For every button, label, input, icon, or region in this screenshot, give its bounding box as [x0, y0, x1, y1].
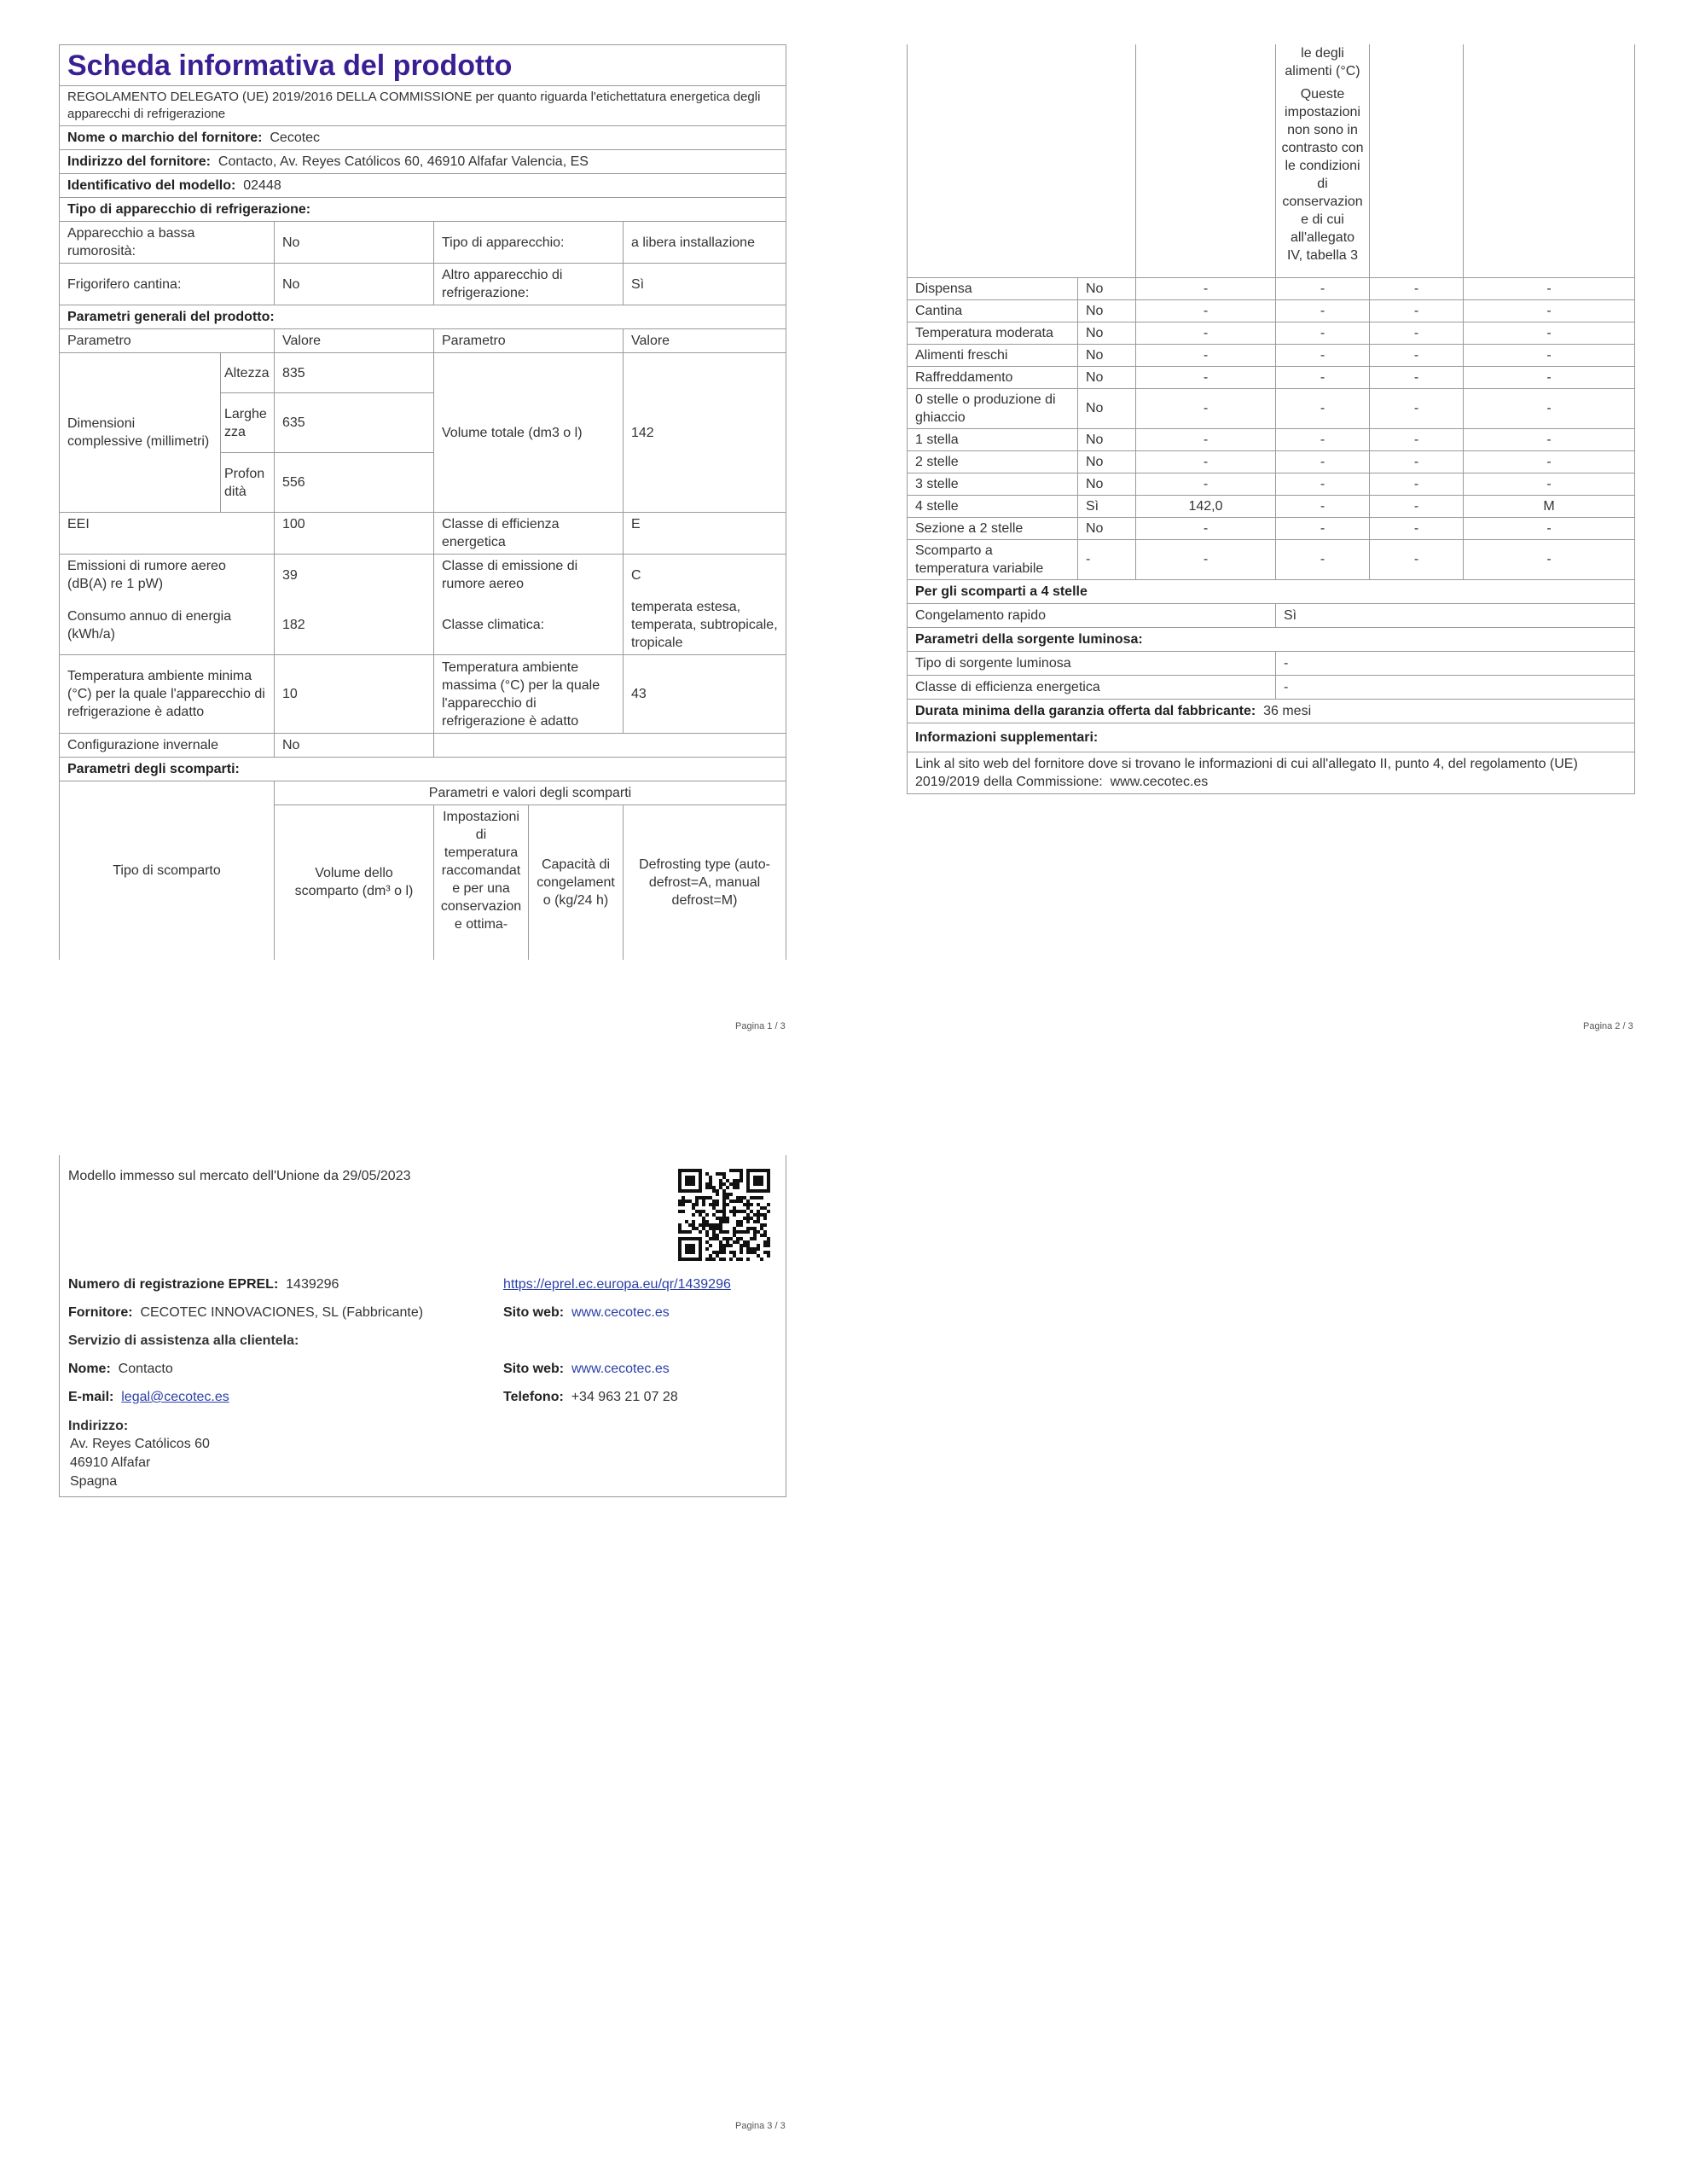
volume-value: 142 [624, 353, 786, 513]
eprel-label: Numero di registrazione EPREL: [68, 1277, 279, 1292]
compartment-temp: - [1276, 517, 1370, 539]
appliance-type-label: Tipo di apparecchio: [434, 222, 624, 264]
four-star-heading: Per gli scomparti a 4 stelle [908, 579, 1635, 603]
supplier-row [68, 1304, 423, 1321]
light-class-value: - [1276, 675, 1635, 699]
comp-values-header: Parametri e valori degli scomparti [275, 781, 786, 805]
address-label: Indirizzo: [68, 1419, 129, 1433]
temp-header-cont [1276, 44, 1370, 277]
width-value: 635 [275, 393, 434, 453]
page-1 [59, 44, 786, 960]
compartment-freeze: - [1370, 517, 1464, 539]
website2-row [503, 1360, 670, 1378]
extra-text: Link al sito web del fornitore dove si trovano le informazioni di cui all'allegato II, punto 4, del regolamento (UE) 2019/2019 della Commissione: [915, 756, 1578, 789]
compartment-volume: - [1136, 277, 1276, 299]
compartment-name: Raffreddamento [908, 366, 1078, 388]
phone-row [503, 1388, 678, 1406]
compartment-defrost: - [1464, 517, 1635, 539]
climate-value: temperata estesa, temperata, subtropicale, tropicale [624, 595, 786, 655]
compartment-present: No [1078, 299, 1136, 322]
eprel-link-row [503, 1275, 731, 1293]
cont-blank-4 [1464, 44, 1635, 277]
fast-freeze-value: Sì [1276, 603, 1635, 627]
email-row [68, 1388, 229, 1406]
eprel-link[interactable]: https://eprel.ec.europa.eu/qr/1439296 [503, 1277, 731, 1292]
appliance-type-value: a libera installazione [624, 222, 786, 264]
page-number-3: Pagina 3 / 3 [735, 2121, 786, 2131]
page-3 [59, 1155, 786, 1497]
eprel-info-box [59, 1155, 786, 1497]
compartment-freeze: - [1370, 277, 1464, 299]
compartment-defrost: - [1464, 388, 1635, 428]
compartment-present: Sì [1078, 495, 1136, 517]
comp-temp-header: Impostazioni di temperatura raccomandate per una conservazione ottima- [434, 805, 529, 960]
qr-code-icon [678, 1169, 770, 1261]
supplier-address-label: Indirizzo del fornitore: [67, 154, 211, 169]
extra-url: www.cecotec.es [1110, 774, 1209, 789]
compartment-volume: - [1136, 450, 1276, 473]
compartment-temp: - [1276, 495, 1370, 517]
compartment-temp: - [1276, 366, 1370, 388]
wine-label: Frigorifero cantina: [60, 264, 275, 305]
compartment-freeze: - [1370, 495, 1464, 517]
compartment-temp: - [1276, 450, 1370, 473]
compartment-volume: - [1136, 344, 1276, 366]
page-title: Scheda informativa del prodotto [60, 45, 786, 86]
address-line-3: Spagna [70, 1474, 118, 1489]
cont-blank-2 [1136, 44, 1276, 277]
height-value: 835 [275, 353, 434, 393]
page-number-1: Pagina 1 / 3 [735, 1021, 786, 1031]
eprel-value: 1439296 [286, 1277, 339, 1292]
tmin-value: 10 [275, 655, 434, 734]
compartment-row [908, 495, 1635, 517]
compartment-freeze: - [1370, 388, 1464, 428]
regulation-text: REGOLAMENTO DELEGATO (UE) 2019/2016 DELLA COMMISSIONE per quanto riguarda l'etichettatura energetica degli apparecchi di refrigerazione [60, 86, 786, 126]
compartment-defrost: - [1464, 428, 1635, 450]
supplier-name-row [60, 126, 786, 150]
compartment-temp: - [1276, 539, 1370, 579]
compartment-volume: - [1136, 388, 1276, 428]
supplier-address-value: Contacto, Av. Reyes Católicos 60, 46910 Alfafar Valencia, ES [218, 154, 589, 169]
tmax-label: Temperatura ambiente massima (°C) per la quale l'apparecchio di refrigerazione è adatto [434, 655, 624, 734]
extra-heading: Informazioni supplementari: [908, 723, 1635, 752]
volume-label: Volume totale (dm3 o l) [434, 353, 624, 513]
extra-row [908, 752, 1635, 793]
general-params-heading: Parametri generali del prodotto: [60, 305, 786, 329]
height-label: Altezza [221, 353, 275, 393]
tmin-label: Temperatura ambiente minima (°C) per la quale l'apparecchio di refrigerazione è adatto [60, 655, 275, 734]
depth-label: Profondità [221, 453, 275, 513]
compartment-rows [908, 277, 1635, 579]
address-line-2: 46910 Alfafar [70, 1455, 151, 1470]
phone-value: +34 963 21 07 28 [571, 1390, 678, 1404]
compartment-volume: - [1136, 428, 1276, 450]
address-line-1: Av. Reyes Católicos 60 [70, 1437, 210, 1451]
compartment-defrost: - [1464, 366, 1635, 388]
compartment-row [908, 277, 1635, 299]
compartment-temp: - [1276, 428, 1370, 450]
compartment-row [908, 388, 1635, 428]
compartment-present: No [1078, 517, 1136, 539]
compartment-freeze: - [1370, 366, 1464, 388]
temp-header-cont-text: le degli alimenti (°C) [1285, 46, 1360, 78]
website-label: Sito web: [503, 1305, 565, 1320]
compartment-name: Sezione a 2 stelle [908, 517, 1078, 539]
compartment-defrost: - [1464, 473, 1635, 495]
energy-label: Consumo annuo di energia (kWh/a) [60, 595, 275, 655]
contact-name-value: Contacto [118, 1362, 173, 1376]
compartment-name: Cantina [908, 299, 1078, 322]
supplier-name-value: Cecotec [270, 131, 321, 145]
compartments-table [907, 44, 1635, 794]
energy-value: 182 [275, 595, 434, 655]
compartment-freeze: - [1370, 344, 1464, 366]
compartment-defrost: - [1464, 450, 1635, 473]
compartment-present: No [1078, 277, 1136, 299]
supplier-name-label: Nome o marchio del fornitore: [67, 131, 263, 145]
page-number-2: Pagina 2 / 3 [1583, 1021, 1633, 1031]
compartment-row [908, 428, 1635, 450]
compartment-present: No [1078, 344, 1136, 366]
compartment-name: 0 stelle o produzione di ghiaccio [908, 388, 1078, 428]
warranty-label: Durata minima della garanzia offerta dal fabbricante: [915, 703, 1256, 718]
compartment-freeze: - [1370, 450, 1464, 473]
compartment-freeze: - [1370, 322, 1464, 344]
product-info-table [59, 44, 786, 960]
contact-name-row [68, 1360, 173, 1378]
model-id-label: Identificativo del modello: [67, 178, 236, 193]
wine-value: No [275, 264, 434, 305]
compartment-freeze: - [1370, 428, 1464, 450]
light-type-value: - [1276, 651, 1635, 675]
contact-name-label: Nome: [68, 1362, 111, 1376]
service-heading: Servizio di assistenza alla clientela: [68, 1333, 299, 1348]
compartment-temp: - [1276, 473, 1370, 495]
compartment-present: No [1078, 428, 1136, 450]
compartment-defrost: - [1464, 322, 1635, 344]
phone-label: Telefono: [503, 1390, 564, 1404]
col-param-header-2: Parametro [434, 329, 624, 353]
col-param-header: Parametro [60, 329, 275, 353]
compartment-row [908, 517, 1635, 539]
compartment-freeze: - [1370, 539, 1464, 579]
compartment-volume: - [1136, 539, 1276, 579]
fast-freeze-label: Congelamento rapido [908, 603, 1276, 627]
page-2 [907, 44, 1634, 794]
light-class-label: Classe di efficienza energetica [908, 675, 1276, 699]
website2-label: Sito web: [503, 1362, 565, 1376]
eei-label: EEI [60, 513, 275, 555]
compartment-name: 4 stelle [908, 495, 1078, 517]
compartment-name: Temperatura moderata [908, 322, 1078, 344]
col-value-header: Valore [275, 329, 434, 353]
compartment-temp: - [1276, 277, 1370, 299]
compartment-present: - [1078, 539, 1136, 579]
compartment-temp: - [1276, 388, 1370, 428]
compartment-present: No [1078, 450, 1136, 473]
model-id-value: 02448 [243, 178, 281, 193]
supplier-address-row [60, 150, 786, 174]
compartment-present: No [1078, 322, 1136, 344]
light-type-label: Tipo di sorgente luminosa [908, 651, 1276, 675]
compartment-name: Dispensa [908, 277, 1078, 299]
eprel-row [68, 1275, 339, 1293]
low-noise-label: Apparecchio a bassa rumorosità: [60, 222, 275, 264]
compartment-present: No [1078, 366, 1136, 388]
compartment-row [908, 473, 1635, 495]
compartment-name: Scomparto a temperatura variabile [908, 539, 1078, 579]
noise-class-value: C [624, 555, 786, 596]
supplier-value: CECOTEC INNOVACIONES, SL (Fabbricante) [140, 1305, 424, 1320]
compartment-volume: 142,0 [1136, 495, 1276, 517]
email-label: E-mail: [68, 1390, 114, 1404]
appliance-type-heading: Tipo di apparecchio di refrigerazione: [60, 198, 786, 222]
compartment-volume: - [1136, 366, 1276, 388]
compartment-volume: - [1136, 517, 1276, 539]
comp-freeze-header: Capacità di congelamento (kg/24 h) [529, 805, 624, 960]
depth-value: 556 [275, 453, 434, 513]
empty-cell [434, 734, 786, 758]
winter-label: Configurazione invernale [60, 734, 275, 758]
noise-value: 39 [275, 555, 434, 596]
light-heading: Parametri della sorgente luminosa: [908, 627, 1635, 651]
compartment-row [908, 322, 1635, 344]
compartment-volume: - [1136, 322, 1276, 344]
eff-class-value: E [624, 513, 786, 555]
compartment-row [908, 539, 1635, 579]
low-noise-value: No [275, 222, 434, 264]
website-row [503, 1304, 670, 1321]
comp-volume-header: Volume dello scomparto (dm³ o l) [275, 805, 434, 960]
warranty-value: 36 mesi [1263, 703, 1312, 718]
compartment-name: 1 stella [908, 428, 1078, 450]
website-link[interactable]: www.cecotec.es [571, 1305, 670, 1320]
compartment-defrost: - [1464, 539, 1635, 579]
compartments-heading: Parametri degli scomparti: [60, 758, 786, 781]
winter-value: No [275, 734, 434, 758]
compartment-present: No [1078, 388, 1136, 428]
compartment-name: 3 stelle [908, 473, 1078, 495]
temp-header-note: Queste impostazioni non sono in contrasto con le condizioni di conservazione di cui all'allegato IV, tabella 3 [1281, 87, 1364, 263]
supplier-label: Fornitore: [68, 1305, 133, 1320]
other-appliance-label: Altro apparecchio di refrigerazione: [434, 264, 624, 305]
compartment-defrost: - [1464, 277, 1635, 299]
compartment-name: Alimenti freschi [908, 344, 1078, 366]
comp-defrost-header: Defrosting type (auto-defrost=A, manual defrost=M) [624, 805, 786, 960]
climate-label: Classe climatica: [434, 595, 624, 655]
compartment-temp: - [1276, 299, 1370, 322]
compartment-row [908, 344, 1635, 366]
col-value-header-2: Valore [624, 329, 786, 353]
noise-class-label: Classe di emissione di rumore aereo [434, 555, 624, 596]
model-id-row [60, 174, 786, 198]
email-link[interactable]: legal@cecotec.es [121, 1390, 229, 1404]
market-text: Modello immesso sul mercato dell'Unione da 29/05/2023 [68, 1169, 411, 1183]
tmax-value: 43 [624, 655, 786, 734]
eei-value: 100 [275, 513, 434, 555]
compartment-freeze: - [1370, 299, 1464, 322]
compartment-present: No [1078, 473, 1136, 495]
cont-blank-3 [1370, 44, 1464, 277]
width-label: Larghezza [221, 393, 275, 453]
compartment-row [908, 366, 1635, 388]
website2-link[interactable]: www.cecotec.es [571, 1362, 670, 1376]
dims-label: Dimensioni complessive (millimetri) [60, 353, 221, 513]
compartment-defrost: - [1464, 299, 1635, 322]
compartment-temp: - [1276, 344, 1370, 366]
compartment-defrost: - [1464, 344, 1635, 366]
compartment-volume: - [1136, 299, 1276, 322]
comp-type-header: Tipo di scomparto [60, 781, 275, 960]
compartment-row [908, 299, 1635, 322]
compartment-volume: - [1136, 473, 1276, 495]
other-appliance-value: Sì [624, 264, 786, 305]
warranty-row [908, 699, 1635, 723]
compartment-defrost: M [1464, 495, 1635, 517]
noise-label: Emissioni di rumore aereo (dB(A) re 1 pW) [60, 555, 275, 596]
eff-class-label: Classe di efficienza energetica [434, 513, 624, 555]
compartment-name: 2 stelle [908, 450, 1078, 473]
compartment-freeze: - [1370, 473, 1464, 495]
compartment-temp: - [1276, 322, 1370, 344]
cont-blank-1 [908, 44, 1136, 277]
compartment-row [908, 450, 1635, 473]
